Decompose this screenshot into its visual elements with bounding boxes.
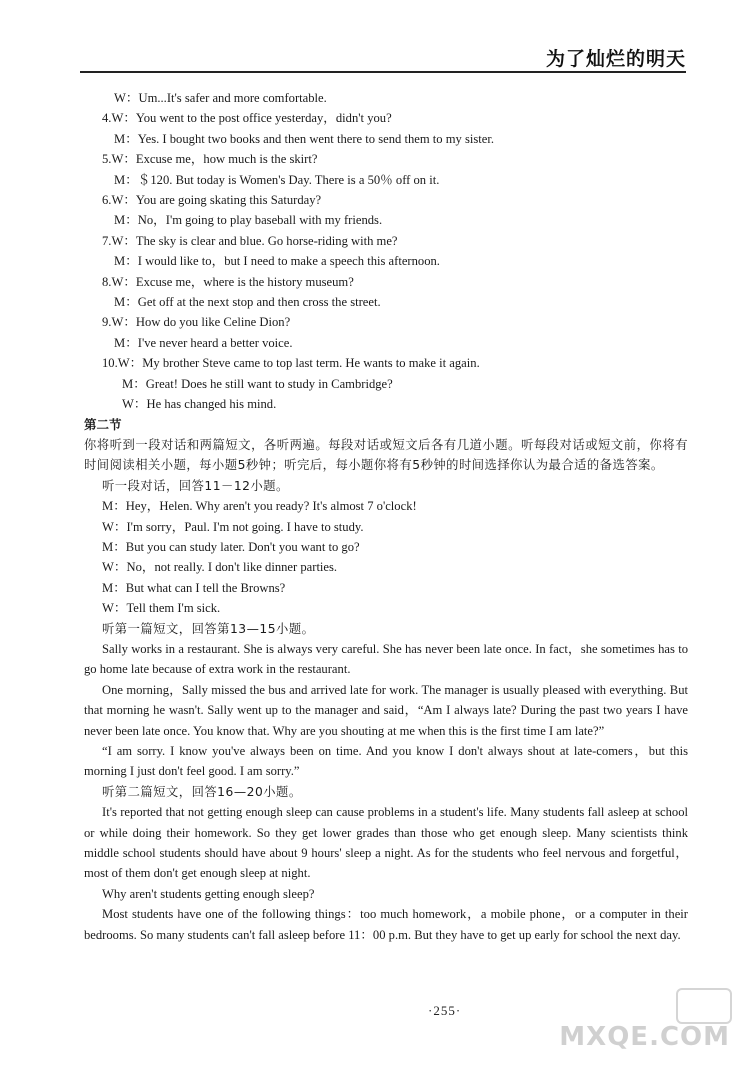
dialogue-line: M：No，I'm going to play baseball with my friends. <box>114 213 383 228</box>
section-heading: 第二节 <box>84 416 122 432</box>
watermark <box>538 988 738 1058</box>
dialogue-line: M：Yes. I bought two books and then went there to send them to my sister. <box>114 131 495 146</box>
dialogue-line: M：But you can study later. Don't you want to go? <box>102 539 360 554</box>
dialogue-line: M：I've never heard a better voice. <box>114 335 293 350</box>
passage2-paragraph: It's reported that not getting enough sleep can cause problems in a student's life. Many students fall asleep at school or while doing their homework. So they get lower grades than those who get enough sleep. Many scientists think middle school students should have about 9 hours' sleep a night. As for the students who feel nervous and forgetful，most of them don't get enough sleep at night. <box>84 805 688 881</box>
dialogue-line: W：Um...It's safer and more comfortable. <box>114 91 327 105</box>
dialogue-line: 4.W：You went to the post office yesterday，didn't you? <box>102 111 392 126</box>
passage2-paragraph: Most students have one of the following things：too much homework，a mobile phone，or a computer in their bedrooms. So many students can't fall asleep before 11：00 p.m. But they have to get up early for school the next day. <box>84 907 688 942</box>
dialogue-line: 5.W：Excuse me，how much is the skirt? <box>102 152 318 167</box>
dialogue-line: W：He has changed his mind. <box>122 397 277 412</box>
dialogue-line: M：＄120. But today is Women's Day. There is a 50％ off on it. <box>114 172 440 187</box>
watermark-badge-icon <box>676 988 732 1024</box>
dialogue-line: 10.W：My brother Steve came to top last term. He wants to make it again. <box>102 356 480 371</box>
dialogue-intro: 听一段对话，回答11－12小题。 <box>102 478 289 493</box>
dialogue-line: M：I would like to，but I need to make a speech this afternoon. <box>114 254 440 269</box>
passage1-paragraph: “I am sorry. I know you've always been on time. And you know I don't always shout at late-comers，but this morning I just don't feel good. I am sorry.” <box>84 744 688 779</box>
dialogue-line: M：Hey，Helen. Why aren't you ready? It's almost 7 o'clock! <box>102 499 417 514</box>
passage2-intro: 听第二篇短文，回答16—20小题。 <box>102 784 302 799</box>
passage1-intro: 听第一篇短文，回答第13—15小题。 <box>102 621 315 636</box>
dialogue-line: M：Get off at the next stop and then cross the street. <box>114 295 381 310</box>
section-instructions: 你将听到一段对话和两篇短文，各听两遍。每段对话或短文后各有几道小题。听每段对话或短文前，你将有时间阅读相关小题，每小题5秒钟；听完后，每小题你将有5秒钟的时间选择你认为最合适的备选答案。 <box>84 437 688 473</box>
passage1-paragraph: One morning，Sally missed the bus and arrived late for work. The manager is usually pleased with everything. But that morning he wasn't. Sally went up to the manager and said，“Am I always late? During the past two years I have never been late once. You know that. Why are you shouting at me when this is the first time I am late?” <box>84 682 688 738</box>
header-title: 为了灿烂的明天 <box>545 48 686 70</box>
passage1-paragraph: Sally works in a restaurant. She is always very careful. She has never been late once. In fact，she sometimes has to go home late because of extra work in the restaurant. <box>84 641 688 677</box>
dialogue-line: W：No，not really. I don't like dinner parties. <box>102 560 338 575</box>
dialogue-line: W：I'm sorry，Paul. I'm not going. I have to study. <box>102 519 364 534</box>
page-content <box>84 88 688 945</box>
dialogue-list-part1 <box>84 88 688 415</box>
watermark-text: MXQE.COM <box>559 1022 730 1052</box>
dialogue-line: W：Tell them I'm sick. <box>102 601 221 616</box>
dialogue-line: M：Great! Does he still want to study in Cambridge? <box>122 376 393 391</box>
dialogue-line: M：But what can I tell the Browns? <box>102 580 286 595</box>
dialogue-line: 7.W：The sky is clear and blue. Go horse-riding with me? <box>102 233 398 248</box>
page-number: ·255· <box>428 1003 462 1018</box>
passage2-paragraph: Why aren't students getting enough sleep? <box>102 886 315 901</box>
header-rule <box>80 71 686 73</box>
dialogue-line: 9.W：How do you like Celine Dion? <box>102 315 291 330</box>
page-header <box>0 0 750 80</box>
dialogue-list-part2 <box>84 496 688 618</box>
dialogue-line: 6.W：You are going skating this Saturday? <box>102 193 322 208</box>
dialogue-line: 8.W：Excuse me，where is the history museum? <box>102 274 354 289</box>
